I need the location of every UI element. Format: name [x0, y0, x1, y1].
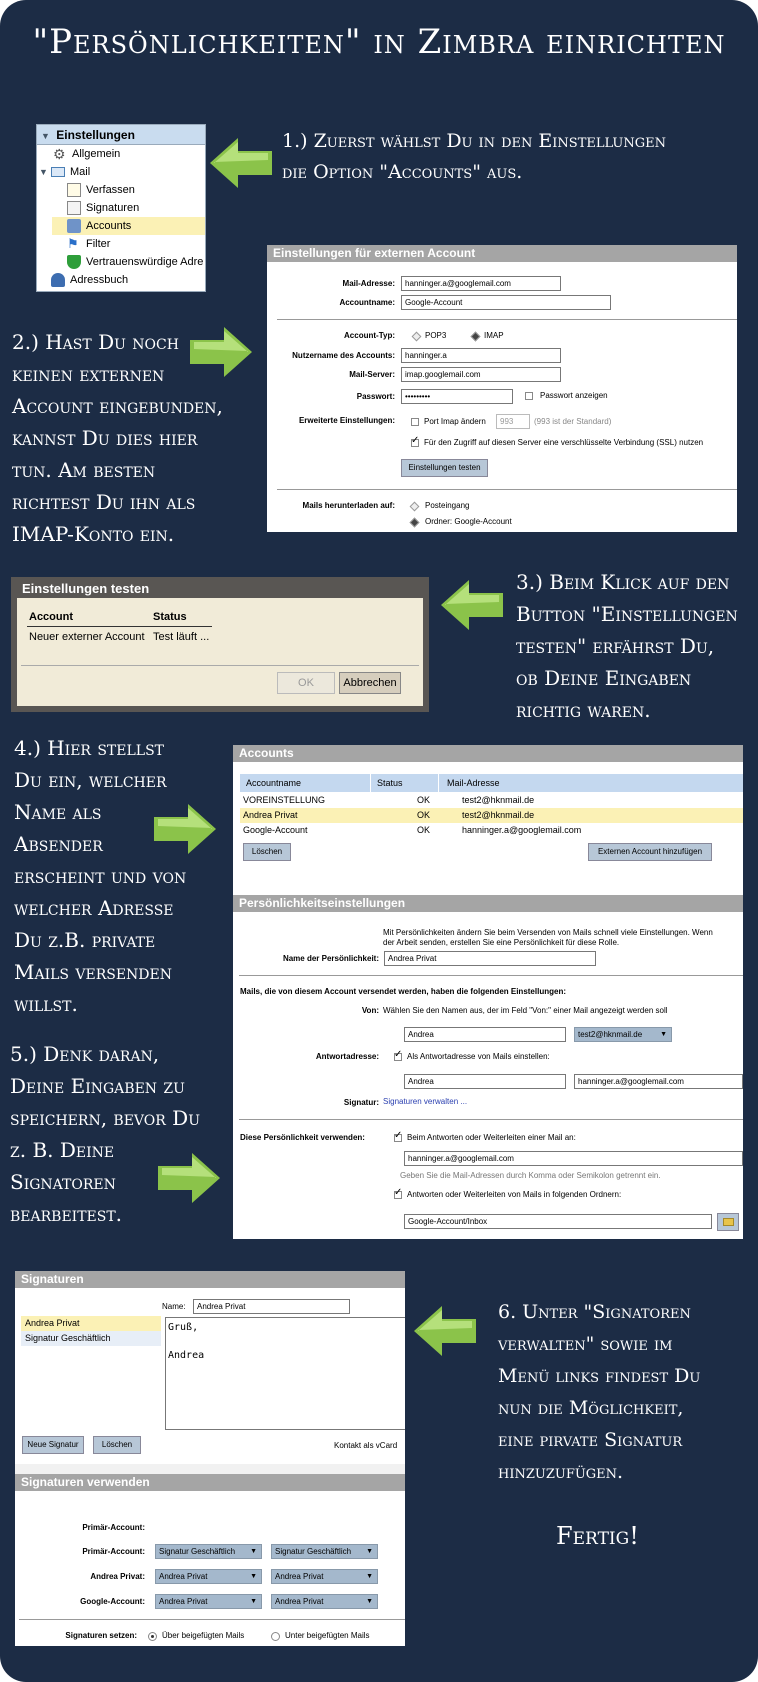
sig-row-label: Google-Account:: [80, 1597, 145, 1606]
folder-radio[interactable]: [410, 518, 420, 528]
pop3-label: POP3: [425, 331, 447, 340]
row-status: Test läuft ...: [153, 631, 210, 643]
spacer: [15, 1464, 405, 1474]
tree-item-filter[interactable]: ⚑ Filter: [67, 236, 111, 251]
account-type-label: Account-Typ:: [344, 331, 395, 340]
account-name-field[interactable]: Google-Account: [401, 295, 611, 310]
mail-address-field[interactable]: hanninger.a@googlemail.com: [401, 276, 561, 291]
step2-text: 2.) Hast Du noch keinen externen Account eingebunden, kannst Du dies hier tun. Am besten richtest Du ihn als IMAP-Konto ein.: [12, 330, 223, 546]
set-signatures-label: Signaturen setzen:: [65, 1631, 137, 1640]
reply-signature-select[interactable]: Signatur Geschäftlich ▼: [271, 1544, 378, 1559]
sig-row-label: Andrea Privat:: [90, 1572, 145, 1581]
done-text: Fertig!: [556, 1522, 639, 1550]
test-settings-button[interactable]: Einstellungen testen: [401, 459, 488, 477]
compose-icon: [67, 183, 81, 197]
new-signature-button[interactable]: Neue Signatur: [22, 1436, 84, 1454]
manage-signatures-link[interactable]: Signaturen verwalten ...: [383, 1097, 468, 1106]
expand-triangle-icon[interactable]: ▼: [39, 167, 48, 177]
divider: [19, 1619, 405, 1620]
col-account: Account: [29, 611, 73, 623]
tree-header: ▼ Einstellungen: [37, 125, 205, 145]
new-mail-signature-select[interactable]: Signatur Geschäftlich ▼: [155, 1544, 262, 1559]
signature-list-item[interactable]: Andrea Privat: [21, 1316, 161, 1331]
arrow-right-icon: [188, 327, 252, 377]
reply-check-label: Als Antwortadresse von Mails einstellen:: [407, 1052, 550, 1061]
from-hint: Wählen Sie den Namen aus, der im Feld "Von:" einer Mail angezeigt werden soll: [383, 1006, 668, 1015]
use-reply-label: Beim Antworten oder Weiterleiten einer Mail an:: [407, 1133, 576, 1142]
vcard-link[interactable]: Kontakt als vCard: [334, 1441, 398, 1450]
arrow-left-icon: [414, 1306, 478, 1356]
above-label: Über beigefügten Mails: [162, 1631, 245, 1640]
download-label: Mails herunterladen auf:: [302, 501, 395, 510]
gear-icon: ⚙: [53, 146, 66, 162]
step4-text: 4.) Hier stellst Du ein, welcher Name als Absender erscheint und von welcher Adresse Du z.B. private Mails versenden willst.: [14, 736, 187, 1016]
reply-checkbox[interactable]: [394, 1053, 402, 1061]
sig-name-label: Name:: [162, 1302, 186, 1311]
use-folder-field[interactable]: Google-Account/Inbox: [404, 1214, 712, 1229]
col-status: Status: [153, 611, 187, 623]
tree-item-verfassen[interactable]: Verfassen: [37, 181, 205, 199]
signatures-screenshot: [15, 1271, 405, 1646]
reply-name-field[interactable]: Andrea: [404, 1074, 566, 1089]
imap-radio[interactable]: [471, 332, 481, 342]
settings-tree-screenshot: [36, 124, 206, 292]
persona-intro-line1: Mit Persönlichkeiten ändern Sie beim Versenden von Mails schnell viele Einstellungen. Wenn: [383, 928, 713, 937]
password-field[interactable]: •••••••••: [401, 389, 513, 404]
use-persona-label: Diese Persönlichkeit verwenden:: [240, 1133, 365, 1142]
dialog-body: [17, 598, 423, 706]
folder-picker-icon[interactable]: [717, 1213, 739, 1231]
use-reply-checkbox[interactable]: [394, 1134, 402, 1142]
step5-text: 5.) Denk daran, Deine Eingaben zu speichern, bevor Du z. B. Deine Signatoren bearbeitest.: [10, 1042, 200, 1226]
port-checkbox[interactable]: [411, 418, 419, 426]
delete-account-button[interactable]: Löschen: [243, 843, 291, 861]
mail-icon: [51, 167, 65, 177]
divider: [21, 665, 419, 666]
tree-item-allgemein[interactable]: ⚙ Allgemein: [53, 146, 121, 162]
arrow-right-icon: [156, 1153, 220, 1203]
use-folder-label: Antworten oder Weiterleiten von Mails in folgenden Ordnern:: [407, 1190, 622, 1199]
row-account: Neuer externer Account: [29, 631, 145, 643]
reply-signature-select[interactable]: Andrea Privat ▼: [271, 1594, 378, 1609]
collapse-triangle-icon[interactable]: ▼: [41, 131, 50, 141]
show-password-checkbox[interactable]: [525, 392, 533, 400]
new-mail-signature-select[interactable]: Andrea Privat ▼: [155, 1569, 262, 1584]
arrow-left-icon: [210, 138, 274, 188]
arrow-right-icon: [152, 804, 216, 854]
add-external-account-button[interactable]: Externen Account hinzufügen: [588, 843, 712, 861]
port-field[interactable]: 993: [496, 414, 530, 429]
signature-icon: [67, 201, 81, 215]
cancel-button[interactable]: Abbrechen: [339, 672, 401, 694]
step1-text: 1.) Zuerst wählst Du in den Einstellungen die Option "Accounts" aus.: [282, 130, 667, 183]
signature-label: Signatur:: [343, 1098, 379, 1107]
password-label: Passwort:: [356, 392, 395, 401]
delete-signature-button[interactable]: Löschen: [93, 1436, 141, 1454]
show-password-label: Passwort anzeigen: [540, 391, 608, 400]
below-radio[interactable]: [271, 1632, 280, 1641]
filter-icon: ⚑: [67, 236, 79, 251]
divider: [277, 489, 737, 490]
persona-intro-line2: der Arbeit senden, erstellen Sie eine Persönlichkeit für diese Rolle.: [383, 938, 620, 947]
tree-item-mail[interactable]: ▼ Mail: [37, 163, 205, 181]
divider: [277, 319, 737, 320]
imap-label: IMAP: [484, 331, 504, 340]
divider: [239, 975, 743, 976]
new-mail-signature-select[interactable]: Andrea Privat ▼: [155, 1594, 262, 1609]
server-label: Mail-Server:: [349, 370, 395, 379]
table-row[interactable]: Andrea Privat OK test2@hknmail.de: [240, 808, 743, 823]
tree-item-trusted[interactable]: Vertrauenswürdige Adre: [37, 253, 205, 271]
ext-header: Einstellungen für externen Account: [267, 245, 737, 262]
step3-text: 3.) Beim Klick auf den Button "Einstellungen testen" erfährst Du, ob Deine Eingaben richtig waren.: [516, 570, 738, 722]
arrow-left-icon: [441, 580, 505, 630]
accounts-screenshot: [233, 745, 743, 1239]
mail-address-label: Mail-Adresse:: [342, 279, 395, 288]
port-hint: (993 ist der Standard): [534, 417, 612, 426]
persona-name-field[interactable]: Andrea Privat: [384, 951, 596, 966]
tree-item-accounts[interactable]: Accounts: [52, 217, 205, 235]
tree-item-adressbuch[interactable]: Adressbuch: [37, 271, 205, 289]
sig-row-label: Primär-Account:: [82, 1547, 145, 1556]
mails-heading: Mails, die von diesem Account versendet werden, haben die folgenden Einstellungen:: [240, 987, 566, 996]
ssl-checkbox[interactable]: [411, 439, 419, 447]
from-name-field[interactable]: Andrea: [404, 1027, 566, 1042]
persona-name-label: Name der Persönlichkeit:: [282, 954, 379, 963]
username-label: Nutzername des Accounts:: [292, 351, 395, 360]
from-label: Von:: [361, 1006, 379, 1015]
use-address-field[interactable]: hanninger.a@googlemail.com: [404, 1151, 743, 1166]
below-label: Unter beigefügten Mails: [285, 1631, 370, 1640]
divider: [27, 626, 212, 627]
accounts-table-header: Accountname Status Mail-Adresse: [240, 774, 743, 792]
persona-header: Persönlichkeitseinstellungen: [233, 895, 743, 912]
from-address-select[interactable]: test2@hknmail.de ▼: [574, 1027, 672, 1042]
signatures-header: Signaturen: [15, 1271, 405, 1288]
shield-icon: [67, 255, 81, 269]
accounts-icon: [67, 219, 81, 233]
signature-editor[interactable]: Gruß, Andrea: [165, 1317, 405, 1430]
test-dialog-screenshot: [11, 577, 429, 712]
signature-list-item[interactable]: Signatur Geschäftlich: [21, 1331, 161, 1346]
folder-label: Ordner: Google-Account: [425, 517, 512, 526]
step6-text: 6. Unter "Signatoren verwalten" sowie im Menü links findest Du nun die Möglichkeit, eine pirvate Signatur hinzuzufügen.: [498, 1301, 701, 1483]
sig-name-field[interactable]: Andrea Privat: [193, 1299, 350, 1314]
tree-item-signaturen[interactable]: Signaturen: [37, 199, 205, 217]
username-field[interactable]: hanninger.a: [401, 348, 561, 363]
accounts-header: Accounts: [233, 745, 743, 762]
primary-account-label: Primär-Account:: [82, 1523, 145, 1532]
reply-address-field[interactable]: hanninger.a@googlemail.com: [574, 1074, 743, 1089]
table-row[interactable]: Google-Account OK hanninger.a@googlemail.com: [243, 825, 582, 835]
dialog-title: Einstellungen testen: [22, 581, 150, 596]
reply-signature-select[interactable]: Andrea Privat ▼: [271, 1569, 378, 1584]
pop3-radio[interactable]: [412, 332, 422, 342]
reply-label: Antwortadresse:: [315, 1052, 379, 1061]
contact-icon: [51, 273, 65, 287]
divider: [239, 1119, 743, 1120]
server-field[interactable]: imap.googlemail.com: [401, 367, 561, 382]
above-radio[interactable]: [148, 1632, 157, 1641]
account-name-label: Accountname:: [339, 298, 395, 307]
port-label: Port Imap ändern: [424, 417, 486, 426]
use-folder-checkbox[interactable]: [394, 1191, 402, 1199]
ssl-label: Für den Zugriff auf diesen Server eine verschlüsselte Verbindung (SSL) nutzen: [424, 438, 704, 447]
inbox-radio[interactable]: [410, 502, 420, 512]
inbox-label: Posteingang: [425, 501, 470, 510]
use-signatures-header: Signaturen verwenden: [15, 1474, 405, 1491]
page-title: "Persönlichkeiten" in Zimbra einrichten: [32, 22, 726, 62]
advanced-label: Erweiterte Einstellungen:: [298, 416, 395, 425]
ok-button[interactable]: OK: [277, 672, 335, 694]
use-address-hint: Geben Sie die Mail-Adressen durch Komma oder Semikolon getrennt ein.: [400, 1171, 661, 1180]
external-account-screenshot: [267, 245, 737, 532]
table-row[interactable]: VOREINSTELLUNG OK test2@hknmail.de: [243, 795, 535, 805]
